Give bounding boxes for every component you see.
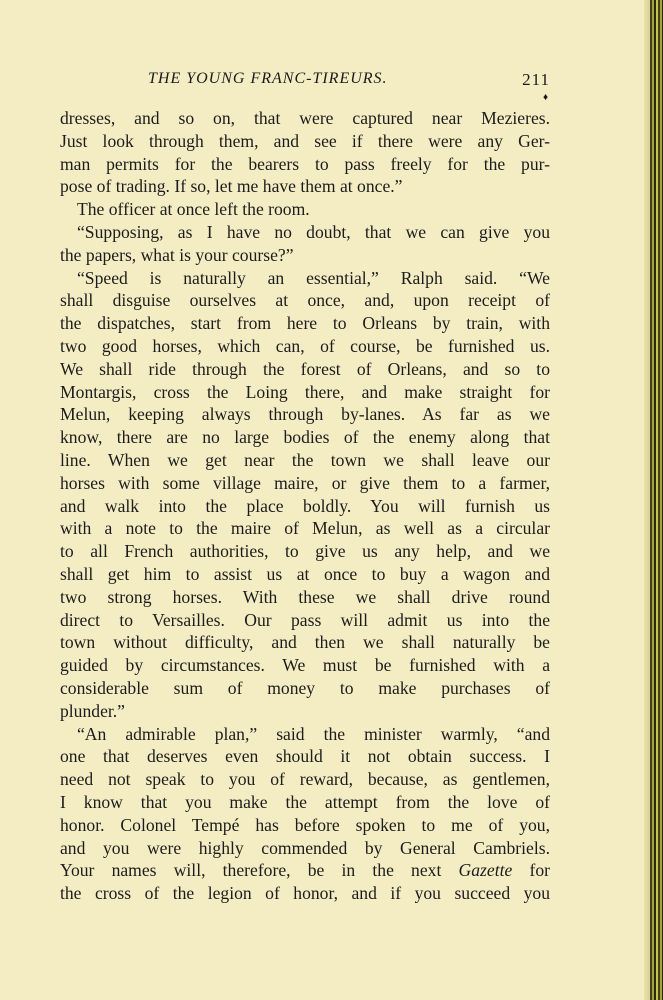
- book-binding-edge: [650, 0, 663, 1000]
- text-line: “Supposing, as I have no doubt, that we can give you: [77, 221, 550, 242]
- text-line: one that deserves even should it not obtain success. I: [60, 746, 550, 767]
- text-line: with a note to the maire of Melun, as well as a circular: [60, 518, 550, 539]
- text-line: pose of trading. If so, let me have them at once.”: [60, 176, 403, 197]
- text-line: The officer at once left the room.: [77, 199, 310, 220]
- text-line: need not speak to you of reward, because, as gentlemen,: [60, 769, 550, 790]
- text-line: two strong horses. With these we shall drive round: [60, 586, 550, 607]
- body-text: [60, 107, 550, 905]
- page-number: 211: [522, 70, 550, 89]
- text-line: considerable sum of money to make purchases of: [60, 677, 550, 698]
- text-line: “An admirable plan,” said the minister warmly, “and: [77, 723, 550, 744]
- text-line: the papers, what is your course?”: [60, 244, 294, 265]
- text-line: the dispatches, start from here to Orleans by train, with: [60, 313, 550, 334]
- printer-mark: ♦: [543, 92, 549, 103]
- text-line: Montargis, cross the Loing there, and make straight for: [60, 381, 550, 402]
- text-line: direct to Versailles. Our pass will admit us into the: [60, 609, 550, 630]
- text-line: dresses, and so on, that were captured near Mezieres.: [60, 108, 550, 128]
- text-line: to all French authorities, to give us any help, and we: [60, 541, 550, 562]
- text-line: the cross of the legion of honor, and if you succeed you: [60, 883, 550, 904]
- text-line: line. When we get near the town we shall leave our: [60, 449, 550, 470]
- text-line: Melun, keeping always through by-lanes. As far as we: [60, 404, 550, 425]
- text-line: two good horses, which can, of course, be furnished us.: [60, 335, 550, 356]
- text-line: Just look through them, and see if there were any Ger-: [60, 130, 550, 151]
- text-line: shall disguise ourselves at once, and, upon receipt of: [60, 290, 550, 311]
- page-header: [60, 70, 550, 103]
- text-line: and walk into the place boldly. You will furnish us: [60, 495, 550, 516]
- text-line-gazette: [60, 859, 550, 882]
- running-head: THE YOUNG FRANC-TIREURS.: [148, 70, 388, 87]
- gazette-title: Gazette: [458, 860, 513, 881]
- text-line: town without difficulty, and then we shall naturally be: [60, 632, 550, 653]
- text-line: know, there are no large bodies of the enemy along that: [60, 427, 550, 448]
- text-line: I know that you make the attempt from the love of: [60, 791, 550, 812]
- text-line: man permits for the bearers to pass freely for the pur-: [60, 153, 550, 174]
- text-line: horses with some village maire, or give them to a farmer,: [60, 472, 550, 493]
- text-line: honor. Colonel Tempé has before spoken to me of you,: [60, 814, 550, 835]
- gazette-line-after: for: [512, 860, 550, 881]
- text-line: shall get him to assist us at once to buy a wagon and: [60, 563, 550, 584]
- gazette-line-before: Your names will, therefore, be in the next: [60, 860, 459, 881]
- text-line: plunder.”: [60, 700, 125, 721]
- text-line: We shall ride through the forest of Orleans, and so to: [60, 358, 550, 379]
- text-line: and you were highly commended by General Cambriels.: [60, 837, 550, 858]
- text-line: guided by circumstances. We must be furnished with a: [60, 655, 550, 676]
- text-line: “Speed is naturally an essential,” Ralph said. “We: [77, 267, 550, 288]
